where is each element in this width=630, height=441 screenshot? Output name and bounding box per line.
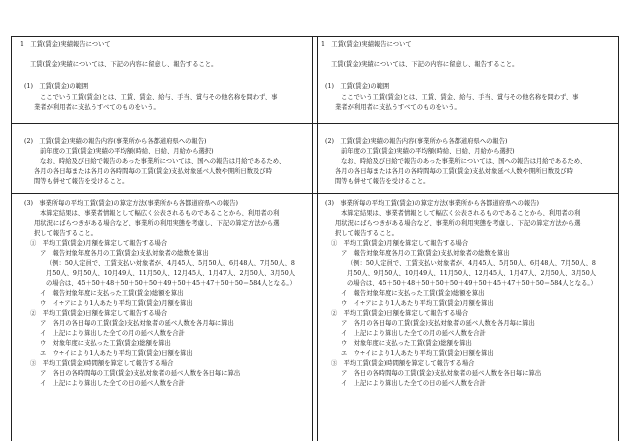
scope-line-2: 業者が利用者に支払うすべてのものをいう。 [335, 104, 461, 111]
left-column [11, 36, 318, 441]
daily-heading: ② 平均工賃(賃金)日額を算定して報告する場合 [30, 310, 168, 317]
scope-line-1: ここでいう工賃(賃金)とは、工賃、賃金、給与、手当、賞与その他名称を問わず、事 [341, 94, 579, 101]
calc-line-2: 用状況にばらつきがある場合など、事業所の利用実態を考慮し、下記の算定方法から選 [34, 220, 280, 227]
daily-item: エ ウ÷イにより1人あたり平均工賃(賃金)日額を算出 [341, 350, 494, 357]
calc-line-1: 本算定結果は、事業者情報として幅広く公表されるものであることから、利用者の利 [341, 210, 581, 217]
daily-item: エ ウ÷イにより1人あたり平均工賃(賃金)日額を算出 [40, 350, 193, 357]
monthly-item: ウ イ÷アにより1人あたり平均工賃(賃金)月額を算出 [40, 300, 193, 307]
hourly-item: ア 各日の各時間毎の工賃(賃金)支払対象者の延べ人数を各日毎に算出 [40, 370, 241, 377]
hourly-item: イ 上記により算出した全ての日の延べ人数を合計 [40, 380, 185, 387]
divider [12, 123, 317, 124]
monthly-item: イ 報告対象年度に支払った工賃(賃金)総額を算出 [40, 290, 184, 297]
monthly-item: （例：50人定員で、工賃支払い対象者が、4月45人、5月50人、6月48人、7月50人、8 [46, 260, 295, 267]
scope-line-2: 業者が利用者に支払うすべてのものをいう。 [34, 104, 160, 111]
daily-item: ウ 対象年度に支払った工賃(賃金)総額を算出 [40, 340, 171, 347]
monthly-item: （例：50人定員で、工賃支払い対象者が、4月45人、5月50人、6月48人、7月50人、8 [347, 260, 596, 267]
calc-line-3: 択して報告すること。 [335, 230, 398, 237]
daily-heading: ② 平均工賃(賃金)日額を算定して報告する場合 [331, 310, 469, 317]
monthly-heading: ① 平均工賃(賃金)月額を算定して報告する場合 [30, 240, 168, 247]
report-heading: (2) 工賃(賃金)実績の報告内容(事業所から各都道府県への報告) [24, 138, 207, 145]
monthly-item: ウ イ÷アにより1人あたり平均工賃(賃金)月額を算出 [341, 300, 494, 307]
daily-item: イ 上記により算出した全ての月の延べ人数を合計 [341, 330, 486, 337]
divider [12, 193, 317, 194]
calc-heading: (3) 事業所毎の平均工賃(賃金)の算定方法(事業所から各都道府県への報告) [24, 200, 238, 207]
hourly-heading: ③ 平均工賃(賃金)時間額を算定して報告する場合 [30, 360, 174, 367]
monthly-heading: ① 平均工賃(賃金)月額を算定して報告する場合 [331, 240, 469, 247]
section-intro: 工賃(賃金)実績については、下記の内容に留意し、報告すること。 [331, 61, 519, 68]
report-line-2: なお、時給及び日給で報告のあった事業所については、国への報告は月給であるため、 [40, 158, 286, 165]
daily-item: ア 各月の各日毎の工賃(賃金)支払対象者の延べ人数を各月毎に算出 [40, 320, 234, 327]
hourly-item: ア 各日の各時間毎の工賃(賃金)支払対象者の延べ人数を各日毎に算出 [341, 370, 542, 377]
monthly-item: ア 報告対象年度各月の工賃(賃金)支払対象者の総数を算出 [341, 250, 510, 257]
section-heading: 1 工賃(賃金)実績報告について [20, 41, 111, 48]
scope-line-1: ここでいう工賃(賃金)とは、工賃、賃金、給与、手当、賞与その他名称を問わず、事 [40, 94, 278, 101]
calc-line-2: 用状況にばらつきがある場合など、事業所の利用実態を考慮し、下記の算定方法から選 [335, 220, 581, 227]
divider [313, 123, 618, 124]
report-line-1: 前年度の工賃(賃金)実績の平均額(時給、日給、月給から選択) [40, 148, 214, 155]
monthly-item: 月50人、9月50人、10月49人、11月50人、12月45人、1月47人、2月50人、3月50人 [46, 270, 295, 277]
report-line-3: 各月の各日毎または各月の各時間毎の工賃(賃金)支払対象延べ人数や開所日数及び時 [34, 168, 272, 175]
report-heading: (2) 工賃(賃金)実績の報告内容(事業所から各都道府県への報告) [325, 138, 508, 145]
report-line-1: 前年度の工賃(賃金)実績の平均額(時給、日給、月給から選択) [341, 148, 515, 155]
monthly-item: の場合は、45＋50＋48＋50＋50＋50＋49＋50＋45＋47＋50＋50＝584人となる。） [46, 280, 296, 287]
section-heading: 1 工賃(賃金)実績報告について [321, 41, 412, 48]
calc-line-3: 択して報告すること。 [34, 230, 97, 237]
report-line-2: なお、時給及び日給で報告のあった事業所については、国への報告は月給であるため、 [341, 158, 587, 165]
monthly-item: ア 報告対象年度各月の工賃(賃金)支払対象者の総数を算出 [40, 250, 209, 257]
calc-line-1: 本算定結果は、事業者情報として幅広く公表されるものであることから、利用者の利 [40, 210, 280, 217]
hourly-heading: ③ 平均工賃(賃金)時間額を算定して報告する場合 [331, 360, 475, 367]
daily-item: イ 上記により算出した全ての月の延べ人数を合計 [40, 330, 185, 337]
right-column [312, 36, 619, 441]
report-line-4: 間等も併せて報告を受けること。 [335, 178, 430, 185]
daily-item: ウ 対象年度に支払った工賃(賃金)総額を算出 [341, 340, 472, 347]
monthly-item: イ 報告対象年度に支払った工賃(賃金)総額を算出 [341, 290, 485, 297]
scope-heading: (1) 工賃(賃金)の範囲 [325, 83, 390, 90]
monthly-item: の場合は、45＋50＋48＋50＋50＋50＋49＋50＋45＋47＋50＋50＝584人となる。） [347, 280, 597, 287]
report-line-3: 各月の各日毎または各月の各時間毎の工賃(賃金)支払対象延べ人数や開所日数及び時 [335, 168, 573, 175]
hourly-item: イ 上記により算出した全ての日の延べ人数を合計 [341, 380, 486, 387]
section-intro: 工賃(賃金)実績については、下記の内容に留意し、報告すること。 [30, 61, 218, 68]
daily-item: ア 各月の各日毎の工賃(賃金)支払対象者の延べ人数を各月毎に算出 [341, 320, 535, 327]
divider [313, 193, 618, 194]
calc-heading: (3) 事業所毎の平均工賃(賃金)の算定方法(事業所から各都道府県への報告) [325, 200, 539, 207]
scope-heading: (1) 工賃(賃金)の範囲 [24, 83, 89, 90]
report-line-4: 間等も併せて報告を受けること。 [34, 178, 129, 185]
monthly-item: 月50人、9月50人、10月49人、11月50人、12月45人、1月47人、2月50人、3月50人 [347, 270, 596, 277]
